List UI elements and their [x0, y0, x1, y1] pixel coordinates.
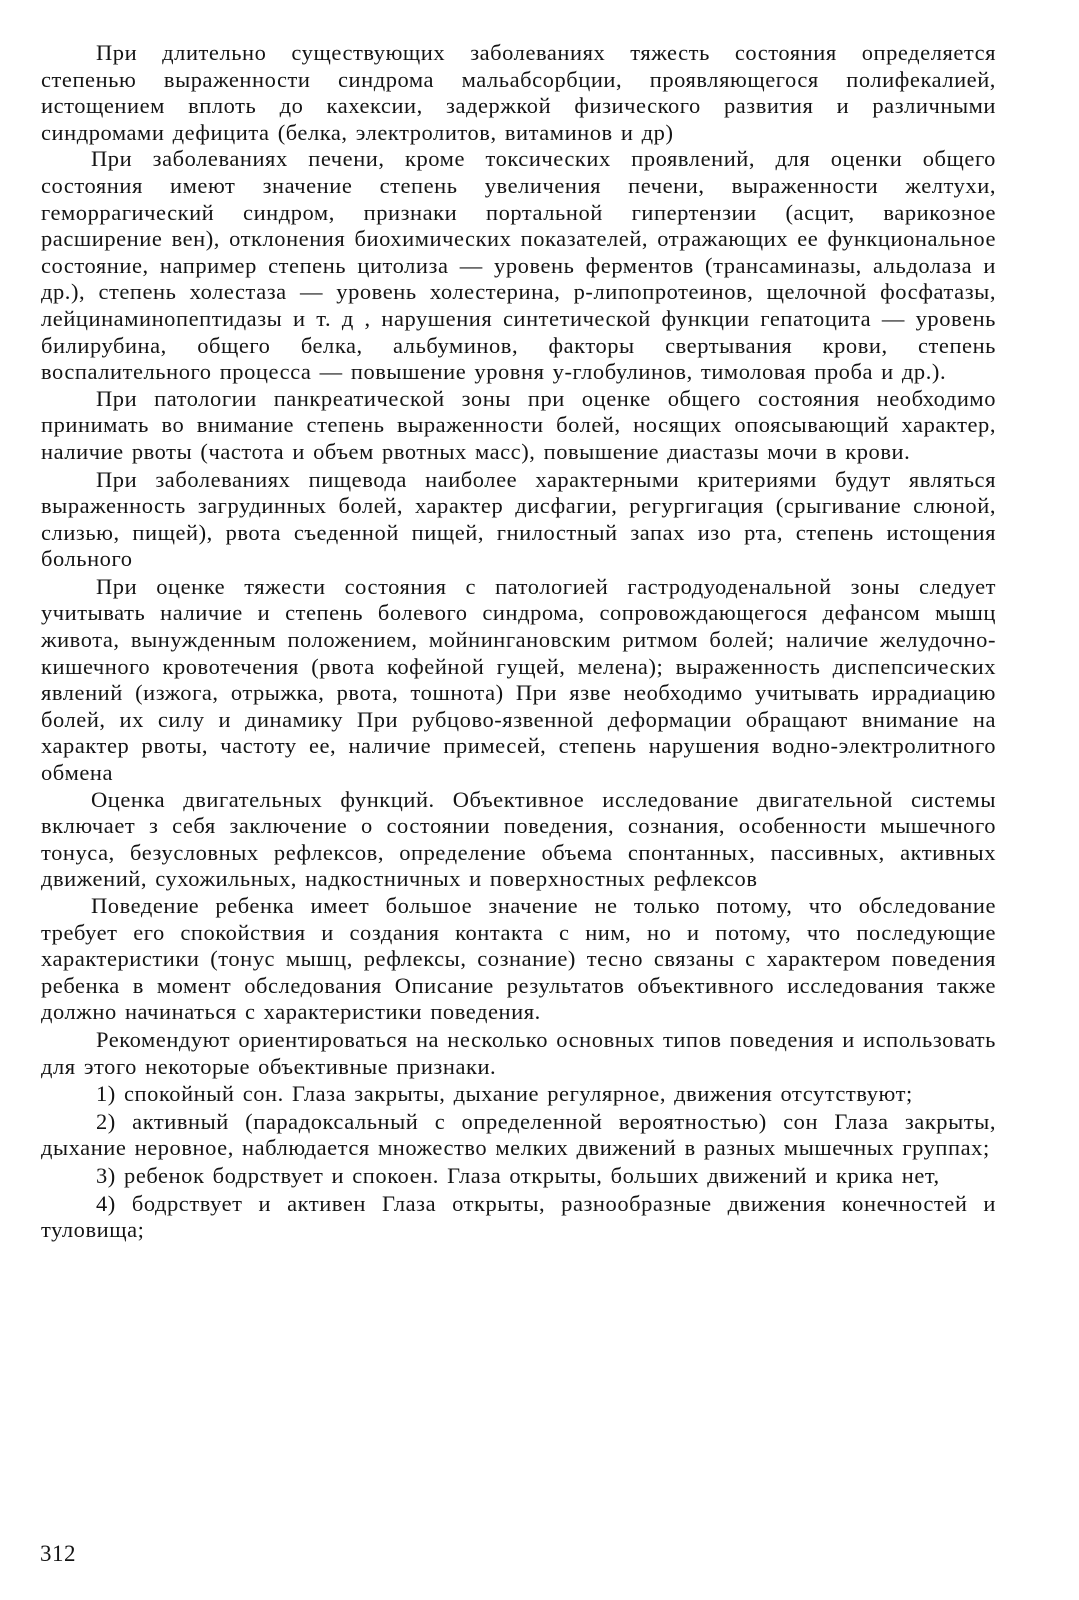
paragraph-motor-functions: Оценка двигательных функций. Объективное исследование двигательной системы включает з себя заключение о состоянии поведения, сознания, особенности мышечного тонуса, безусловных рефлексов, определение объема спонтанных, пассивных, активных движений, сухожильных, надкостничных и поверхностных рефлексов: [41, 786, 996, 892]
list-item-awake-calm: 3) ребенок бодрствует и спокоен. Глаза открыты, больших движений и крика нет,: [96, 1162, 940, 1188]
paragraph-gastroduodenal-zone: При оценке тяжести состояния с патологией гастродуоденальной зоны следует учитывать наличие и степень болевого синдрома, сопровождающегося дефансом мышц живота, вынужденным положением, мойнингановским ритмом болей; наличие желудочно-кишечного кровотечения (рвота кофейной гущей, мелена); выраженность диспепсических явлений (изжога, отрыжка, рвота, тошнота) При язве необходимо учитывать иррадиацию болей, их силу и динамику При рубцово-язвенной деформации обращают внимание на характер рвоты, частоту ее, наличие примесей, степень нарушения водно-электролитного обмена: [41, 573, 996, 786]
paragraph-chronic-diseases: При длительно существующих заболеваниях тяжесть состояния определяется степенью выраженности синдрома мальабсорбции, проявляющегося полифекалией, истощением вплоть до кахексии, задержкой физического развития и различными синдромами дефицита (белка, электролитов, витаминов и др): [41, 40, 996, 145]
list-item-calm-sleep: 1) спокойный сон. Глаза закрыты, дыхание регулярное, движения отсутствуют;: [96, 1081, 913, 1107]
list-item-active-sleep: 2) активный (парадоксальный с определенной вероятностью) сон Глаза закрыты, дыхание неровное, наблюдается множество мелких движений в разных мышечных группах;: [41, 1108, 996, 1161]
page-number: 312: [40, 1541, 76, 1566]
paragraph-pancreatic-zone: При патологии панкреатической зоны при оценке общего состояния необходимо принимать во внимание степень выраженности болей, носящих опоясывающий характер, наличие рвоты (частота и объем рвотных масс), повышение диастазы мочи в крови.: [41, 385, 996, 464]
paragraph-liver-diseases: При заболеваниях печени, кроме токсических проявлений, для оценки общего состояния имеют значение степень увеличения печени, выраженности желтухи, геморрагический синдром, признаки портальной гипертензии (асцит, варикозное расширение вен), отклонения биохимических показателей, отражающих ее функциональное состояние, например степень цитолиза — уровень ферментов (трансаминазы, альдолаза и др.), степень холестаза — уровень холестерина, р-липопротеинов, щелочной фосфатазы, лейцинаминопептидазы и т. д , нарушения синтетической функции гепатоцита — уровень билирубина, общего белка, альбуминов, факторы свертывания крови, степень воспалительного процесса — повышение уровня у-глобулинов, тимоловая проба и др.).: [41, 146, 996, 385]
paragraph-esophagus: При заболеваниях пищевода наиболее характерными критериями будут являться выраженность загрудинных болей, характер дисфагии, регургигация (срыгивание слюной, слизью, пищей), рвота съеденной пищей, гнилостный запах изо рта, степень истощения больного: [41, 466, 996, 572]
paragraph-child-behavior: Поведение ребенка имеет большое значение не только потому, что обследование требует его спокойствия и создания контакта с ним, но и потому, что последующие характеристики (тонус мышц, рефлексы, сознание) тесно связаны с характером поведения ребенка в момент обследования Описание результатов объективного исследования также должно начинаться с характеристики поведения.: [41, 893, 996, 1025]
paragraph-behavior-types: Рекомендуют ориентироваться на несколько основных типов поведения и использовать для этого некоторые объективные признаки.: [41, 1026, 996, 1079]
list-item-awake-active: 4) бодрствует и активен Глаза открыты, разнообразные движения конечностей и туловища;: [41, 1190, 996, 1243]
body-text: [41, 40, 996, 1244]
